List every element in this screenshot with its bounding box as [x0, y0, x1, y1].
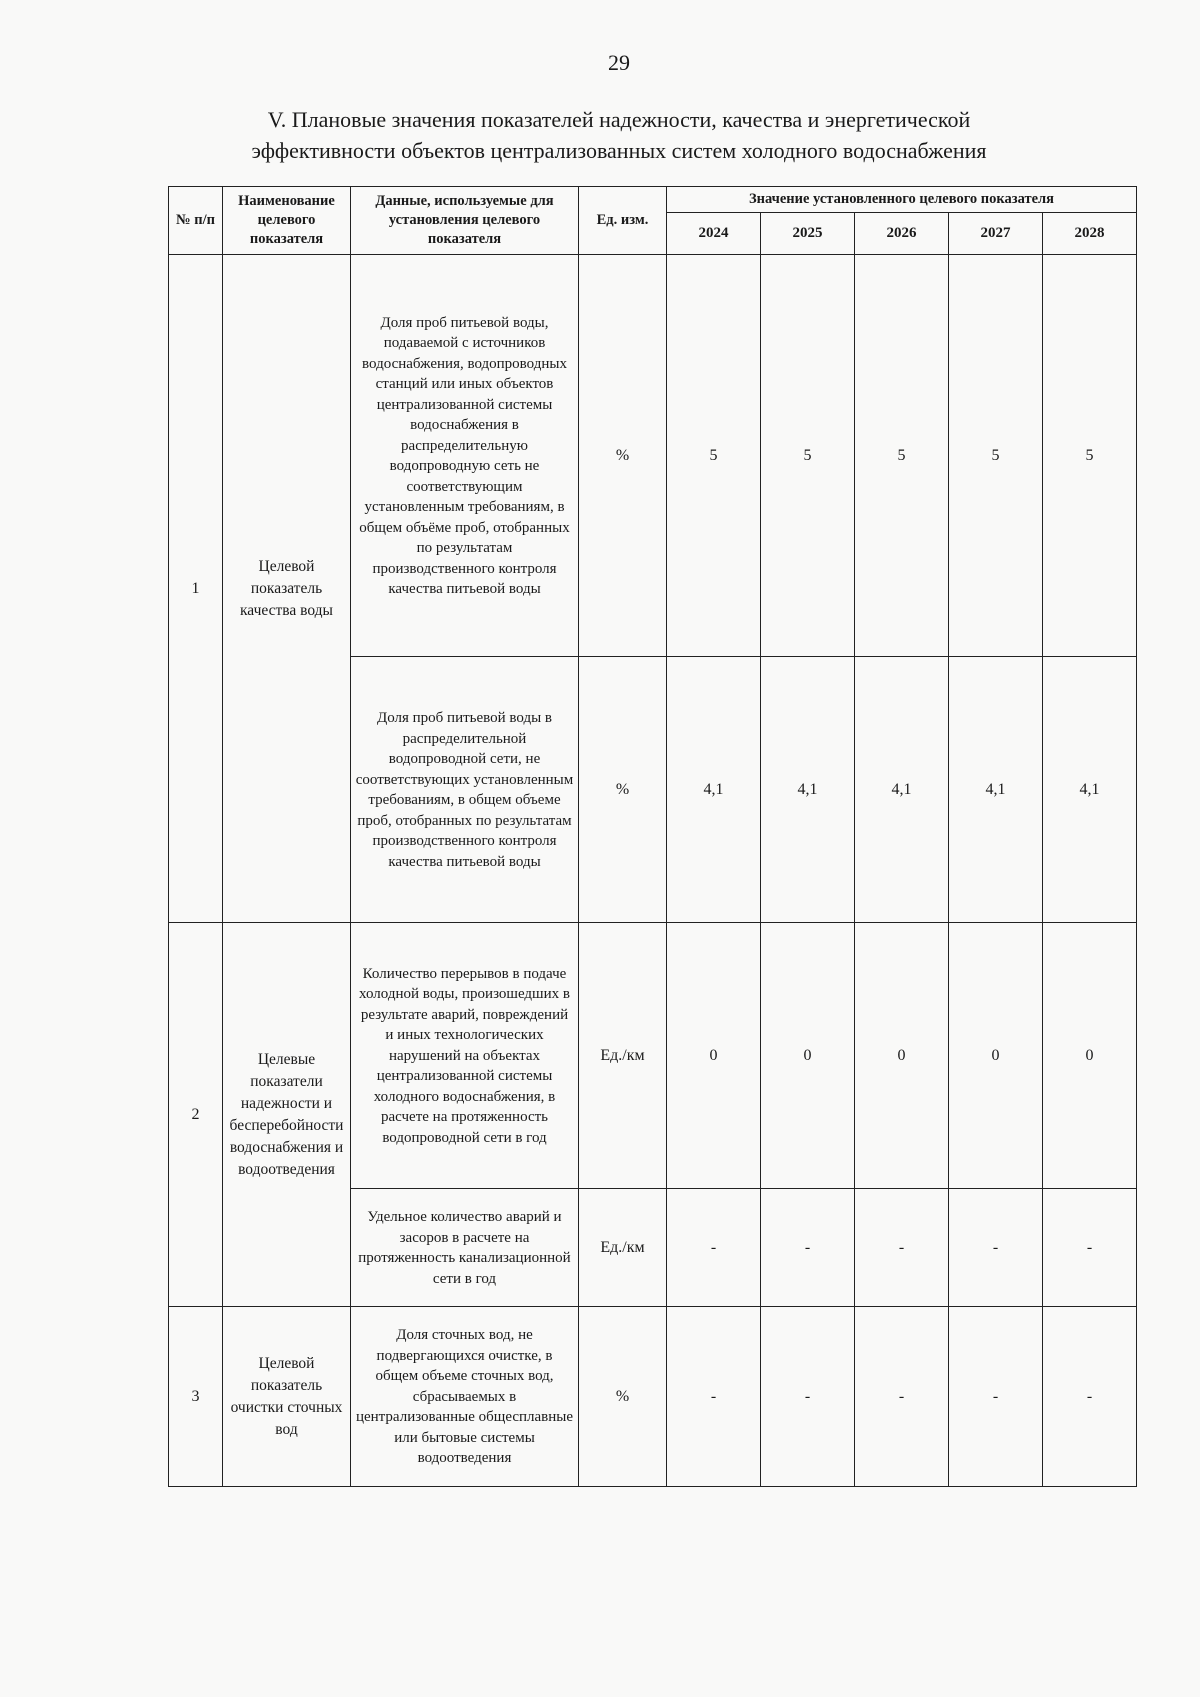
value-cell: -: [949, 1307, 1043, 1487]
row-number: 1: [169, 255, 223, 923]
indicator-description: Доля проб питьевой воды, подаваемой с источников водоснабжения, водопроводных станций или иных объектов централизованной системы водоснабжения в распределительную водопроводную сеть не соответствующим установленным требованиям, в общем объёме проб, отобранных по результатам производственного контроля качества питьевой воды: [351, 255, 579, 657]
header-values-group: Значение установленного целевого показателя: [667, 187, 1137, 213]
value-cell: 0: [949, 923, 1043, 1189]
value-cell: 5: [761, 255, 855, 657]
value-cell: -: [761, 1189, 855, 1307]
value-cell: -: [855, 1189, 949, 1307]
value-cell: 4,1: [1043, 657, 1137, 923]
value-cell: 0: [667, 923, 761, 1189]
indicator-description: Доля сточных вод, не подвергающихся очистке, в общем объеме сточных вод, сбрасываемых в централизованные общесплавные или бытовые системы водоотведения: [351, 1307, 579, 1487]
page-number: 29: [608, 50, 630, 75]
indicator-description: Количество перерывов в подаче холодной воды, произошедших в результате аварий, повреждений и иных технологических нарушений на объектах централизованной системы холодного водоснабжения, в расчете на протяженность водопроводной сети в год: [351, 923, 579, 1189]
value-cell: -: [1043, 1307, 1137, 1487]
value-cell: -: [761, 1307, 855, 1487]
indicator-description: Доля проб питьевой воды в распределительной водопроводной сети, не соответствующих установленным требованиям, в общем объеме проб, отобранных по результатам производственного контроля качества питьевой воды: [351, 657, 579, 923]
header-year: 2026: [855, 213, 949, 255]
value-cell: 5: [855, 255, 949, 657]
section-title-line-1: V. Плановые значения показателей надежности, качества и энергетической: [267, 107, 971, 132]
table-row: [169, 923, 1137, 1189]
value-cell: 5: [949, 255, 1043, 657]
header-year: 2025: [761, 213, 855, 255]
value-cell: 4,1: [949, 657, 1043, 923]
value-cell: 5: [1043, 255, 1137, 657]
section-title-line-2: эффективности объектов централизованных систем холодного водоснабжения: [251, 138, 987, 163]
value-cell: 0: [1043, 923, 1137, 1189]
value-cell: -: [949, 1189, 1043, 1307]
value-cell: -: [667, 1307, 761, 1487]
indicator-name: Целевой показатель очистки сточных вод: [223, 1307, 351, 1487]
table-row: [169, 1307, 1137, 1487]
unit-cell: Ед./км: [579, 923, 667, 1189]
header-num: № п/п: [169, 187, 223, 255]
value-cell: 4,1: [761, 657, 855, 923]
indicator-name: Целевые показатели надежности и бесперебойности водоснабжения и водоотведения: [223, 923, 351, 1307]
indicator-name: Целевой показатель качества воды: [223, 255, 351, 923]
row-number: 2: [169, 923, 223, 1307]
value-cell: 0: [855, 923, 949, 1189]
target-indicators-table: [168, 186, 1137, 1487]
value-cell: -: [855, 1307, 949, 1487]
header-data: Данные, используемые для установления целевого показателя: [351, 187, 579, 255]
table-row: [169, 255, 1137, 657]
unit-cell: %: [579, 657, 667, 923]
unit-cell: %: [579, 1307, 667, 1487]
value-cell: 5: [667, 255, 761, 657]
section-title: [0, 104, 1200, 166]
value-cell: -: [667, 1189, 761, 1307]
value-cell: 4,1: [855, 657, 949, 923]
header-unit: Ед. изм.: [579, 187, 667, 255]
row-number: 3: [169, 1307, 223, 1487]
header-name: Наименование целевого показателя: [223, 187, 351, 255]
unit-cell: Ед./км: [579, 1189, 667, 1307]
header-year: 2028: [1043, 213, 1137, 255]
value-cell: 0: [761, 923, 855, 1189]
unit-cell: %: [579, 255, 667, 657]
header-year: 2027: [949, 213, 1043, 255]
value-cell: -: [1043, 1189, 1137, 1307]
value-cell: 4,1: [667, 657, 761, 923]
indicator-description: Удельное количество аварий и засоров в расчете на протяженность канализационной сети в год: [351, 1189, 579, 1307]
header-year: 2024: [667, 213, 761, 255]
